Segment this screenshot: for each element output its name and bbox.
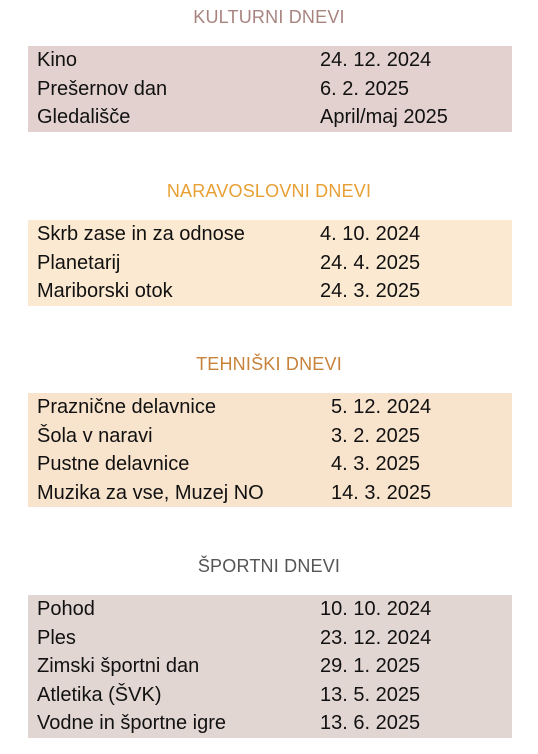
activity-date: 23. 12. 2024 [320,626,432,649]
activity-name: Kino [37,49,78,71]
activity-date: 14. 3. 2025 [331,481,432,504]
kulturni-dnevi-table [28,46,512,132]
activity-date: April/maj 2025 [320,106,448,129]
table-row [28,422,512,451]
table-row [28,103,512,132]
activity-date: 24. 12. 2024 [320,49,432,71]
activity-name: Planetarij [37,251,121,274]
activity-date: 29. 1. 2025 [320,655,421,678]
activity-name: Muzika za vse, Muzej NO [37,481,264,504]
naravoslovni-dnevi-title: NARAVOSLOVNI DNEVI [166,181,372,201]
table-row [28,652,512,681]
activity-date: 10. 10. 2024 [320,598,432,620]
kulturni-dnevi-title: KULTURNI DNEVI [193,7,345,27]
table-row [28,681,512,710]
tehniski-dnevi-table [28,393,512,507]
activity-name: Ples [37,626,76,649]
activity-date: 6. 2. 2025 [320,77,409,100]
activity-date: 4. 10. 2024 [320,223,421,245]
table-row [28,450,512,479]
sportni-dnevi-table [28,595,512,738]
sportni-dnevi-title: ŠPORTNI DNEVI [197,556,341,576]
activity-name: Skrb zase in za odnose [37,223,245,245]
table-row [28,709,512,738]
activity-name: Pustne delavnice [37,453,190,476]
table-row [28,595,512,624]
table-row [28,75,512,104]
table-row [28,46,512,75]
activity-name: Mariborski otok [37,280,173,303]
table-row [28,249,512,278]
activity-date: 5. 12. 2024 [331,396,432,418]
activity-date: 24. 4. 2025 [320,251,421,274]
activity-date: 13. 5. 2025 [320,683,421,706]
table-row [28,393,512,422]
activity-date: 24. 3. 2025 [320,280,421,303]
table-row [28,220,512,249]
activity-date: 4. 3. 2025 [331,453,420,476]
table-row [28,479,512,508]
activity-name: Prešernov dan [37,77,168,100]
activity-name: Gledališče [37,106,131,129]
activity-name: Praznične delavnice [37,396,216,418]
tehniski-dnevi-title: TEHNIŠKI DNEVI [196,354,342,374]
activity-name: Zimski športni dan [37,655,200,678]
activity-name: Atletika (ŠVK) [37,683,162,706]
activity-name: Vodne in športne igre [37,712,227,735]
activity-name: Pohod [37,598,95,620]
table-row [28,624,512,653]
activity-date: 3. 2. 2025 [331,424,420,447]
table-row [28,277,512,306]
naravoslovni-dnevi-table [28,220,512,306]
activity-date: 13. 6. 2025 [320,712,421,735]
activity-name: Šola v naravi [37,424,153,447]
